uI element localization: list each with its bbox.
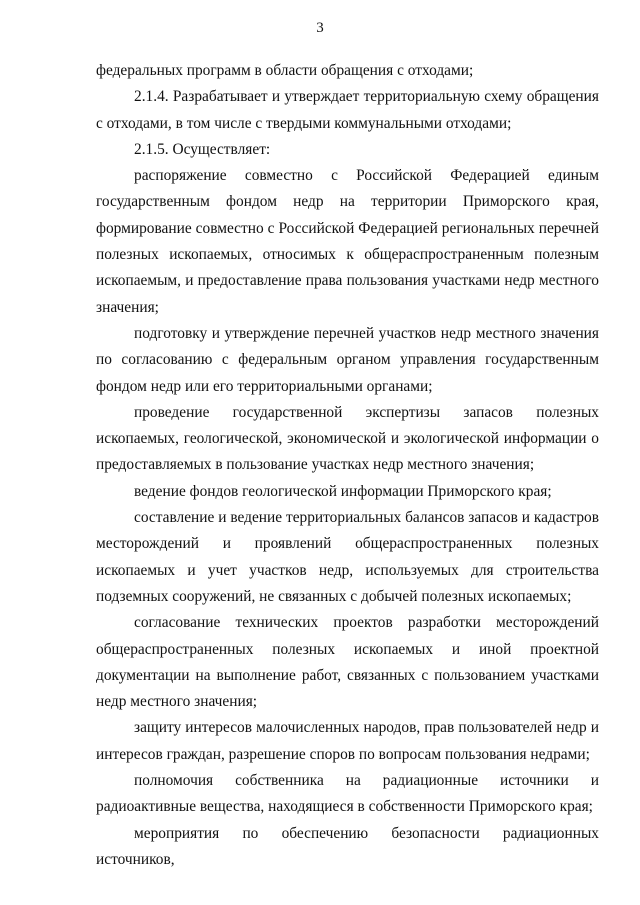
paragraph-2: 2.1.4. Разрабатывает и утверждает территориальную схему обращения с отходами, в том числе с твердыми коммунальными отходами; <box>96 88 599 132</box>
paragraph-3: 2.1.5. Осуществляет: <box>134 140 271 158</box>
paragraph-8: составление и ведение территориальных балансов запасов и кадастров месторождений и проявлений общераспространенных полезных ископаемых и учет участков недр, используемых для строительства подземных сооружений, не связанных с добычей полезных ископаемых; <box>96 509 599 605</box>
page-number: 3 <box>316 20 324 36</box>
paragraph-1: федеральных программ в области обращения с отходами; <box>96 62 474 79</box>
paragraph-4: распоряжение совместно с Российской Федерацией единым государственным фондом недр на территории Приморского края, формирование совместно с Российской Федерацией региональных перечней полезных ископаемых, относимых к общераспространенным полезным ископаемым, и предоставление права пользования участками недр местного значения; <box>96 167 599 316</box>
paragraph-7: ведение фондов геологической информации Приморского края; <box>134 482 552 500</box>
paragraph-10: защиту интересов малочисленных народов, прав пользователей недр и интересов граждан, разрешение споров по вопросам пользования недрами; <box>96 719 599 763</box>
paragraph-9: согласование технических проектов разработки месторождений общераспространенных полезных ископаемых и иной проектной документации на выполнение работ, связанных с пользованием участками недр местного значения; <box>96 614 599 711</box>
paragraph-5: подготовку и утверждение перечней участков недр местного значения по согласованию с федеральным органом управления государственным фондом недр или его территориальными органами; <box>96 324 599 395</box>
document-body <box>96 58 599 873</box>
paragraph-6: проведение государственной экспертизы запасов полезных ископаемых, геологической, экономической и экологической информации о предоставляемых в пользование участках недр местного значения; <box>96 403 599 474</box>
paragraph-12: мероприятия по обеспечению безопасности радиационных источников, <box>96 824 599 868</box>
paragraph-11: полномочия собственника на радиационные источники и радиоактивные вещества, находящиеся в собственности Приморского края; <box>96 772 599 816</box>
